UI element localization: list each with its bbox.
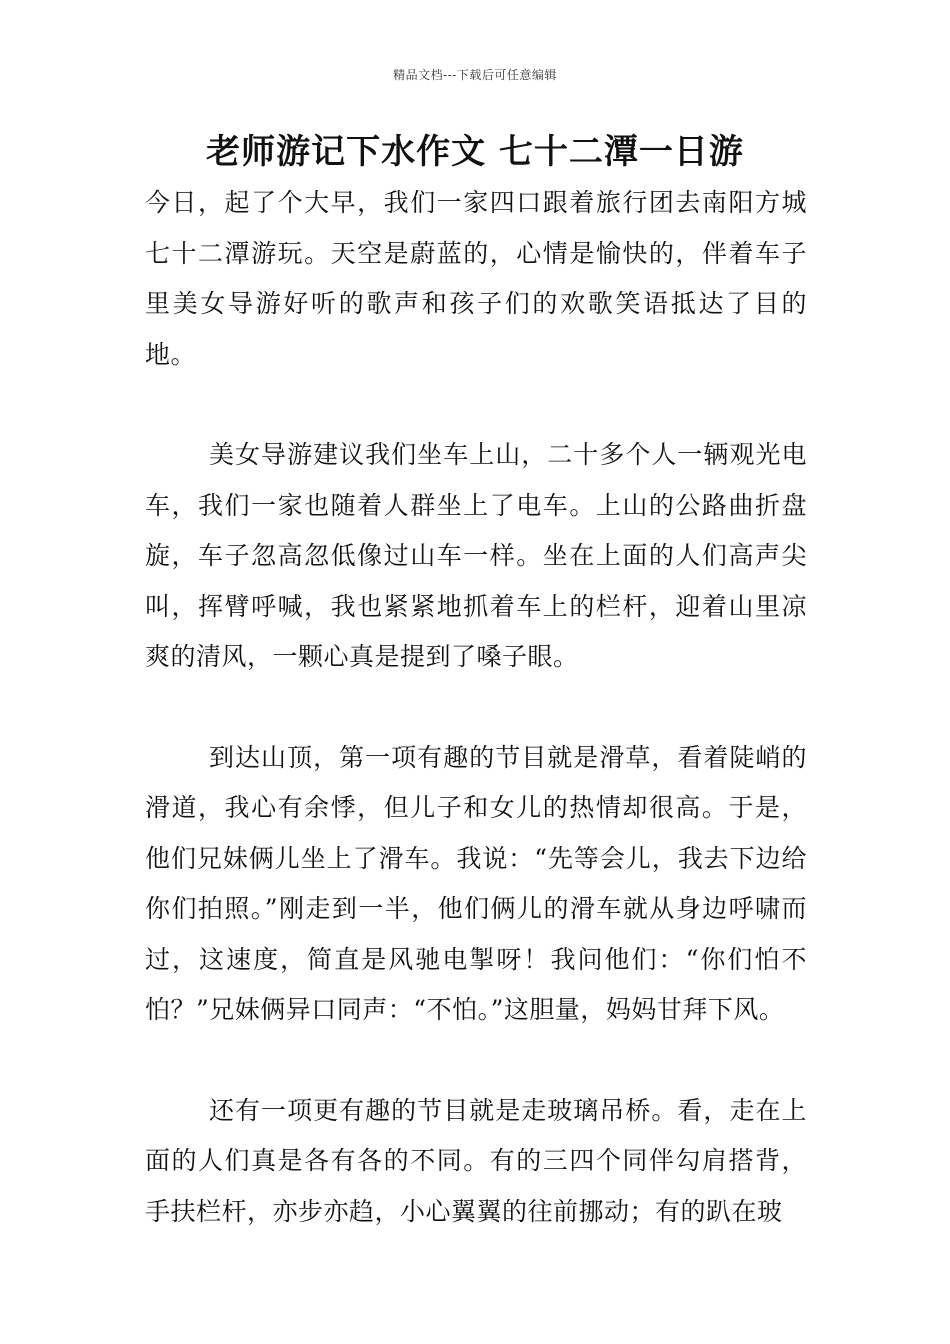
paragraph-2: 美女导游建议我们坐车上山，二十多个人一辆观光电车，我们一家也随着人群坐上了电车。上山的公路曲折盘旋，车子忽高忽低像过山车一样。坐在上面的人们高声尖叫，挥臂呼喊，我也紧紧地抓着车上的栏杆，迎着山里凉爽的清风，一颗心真是提到了嗓子眼。 [145,440,807,671]
header-note: 精品文档---下载后可任意编辑 [393,68,557,82]
paragraph-gap [145,380,807,430]
document-title: 老师游记下水作文 七十二潭一日游 [206,132,744,172]
paragraph-gap [145,683,807,733]
paragraph-gap [145,1036,807,1086]
paragraph-4: 还有一项更有趣的节目就是走玻璃吊桥。看，走在上面的人们真是各有各的不同。有的三四个同伴勾肩搭背，手扶栏杆，亦步亦趋，小心翼翼的往前挪动；有的趴在玻 [145,1095,807,1226]
document-body [145,178,807,1237]
paragraph-1: 今日，起了个大早，我们一家四口跟着旅行团去南阳方城七十二潭游玩。天空是蔚蓝的，心情是愉快的，伴着车子里美女导游好听的歌声和孩子们的欢歌笑语抵达了目的地。 [145,188,807,369]
paragraph-3: 到达山顶，第一项有趣的节目就是滑草，看着陡峭的滑道，我心有余悸，但儿子和女儿的热情却很高。于是，他们兄妹俩儿坐上了滑车。我说：“先等会儿，我去下边给你们拍照。”刚走到一半，他们俩儿的滑车就从身边呼啸而过，这速度，简直是风驰电掣呀！我问他们：“你们怕不怕？”兄妹俩异口同声：“不怕。”这胆量，妈妈甘拜下风。 [145,742,807,1024]
